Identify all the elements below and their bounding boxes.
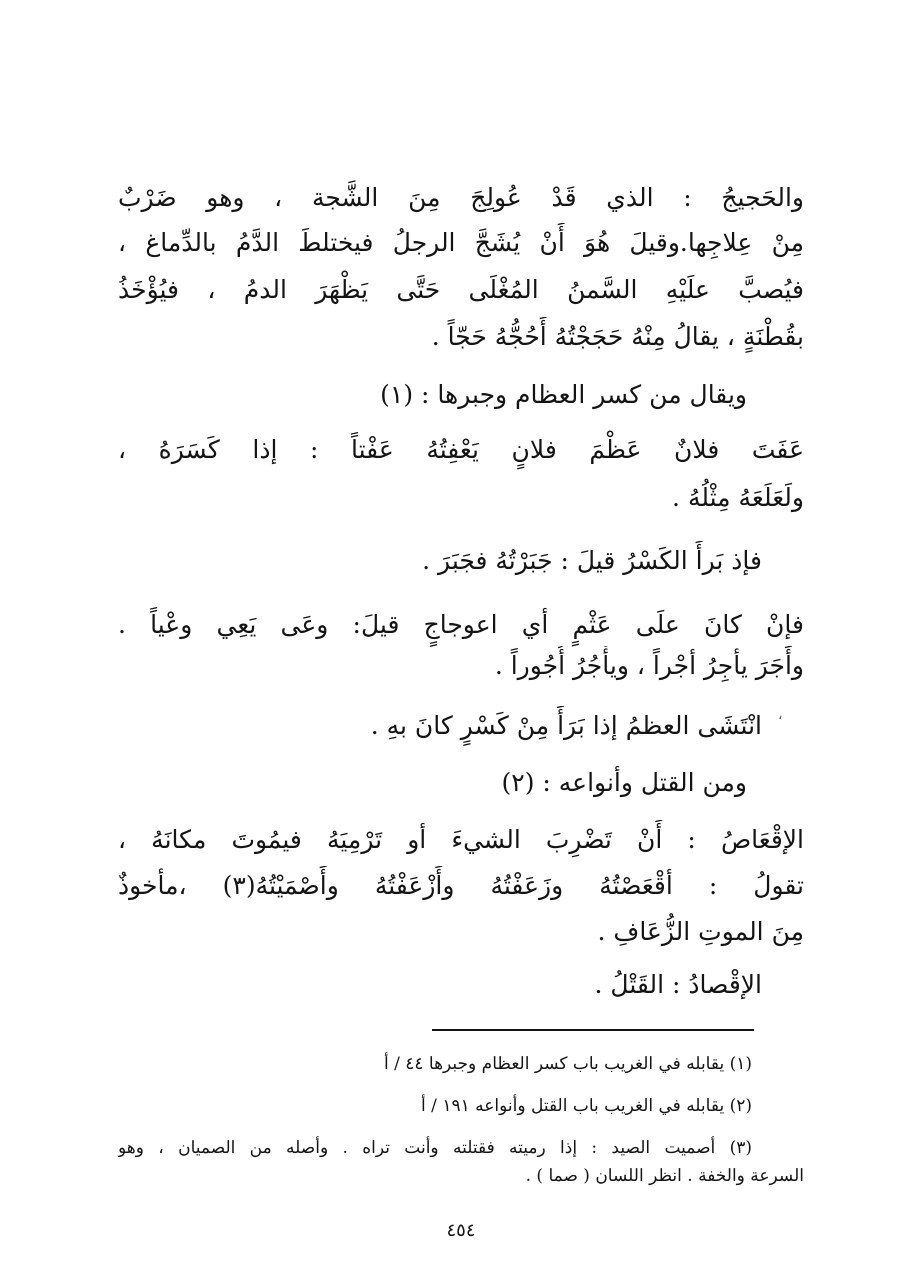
footnote-separator bbox=[432, 1029, 754, 1031]
paragraph-hajij-line-1: والحَجيجُ : الذي قَدْ عُولِجَ مِنَ الشَّجة ، وهو ضَرْبٌ bbox=[118, 183, 804, 212]
paragraph-iqaas-line-2: تقولُ : أقْعَصْتُهُ وزَعَفْتُهُ وأَزْعَفْتُهُ وأَصْمَيْتُهُ(٣) ،مأخوذٌ bbox=[118, 871, 804, 900]
paragraph-iqsad: الإقْصادُ : القَتْلُ . bbox=[594, 970, 762, 999]
paragraph-jabr: فإذ بَرأَ الكَسْرُ قيلَ : جَبَرْتُهُ فجَبَرَ . bbox=[422, 546, 762, 575]
paragraph-iqaas-line-3: مِنَ الموتِ الزُّعَافِ . bbox=[597, 917, 804, 946]
section-heading-killing: ومن القتل وأنواعه : (٢) bbox=[501, 768, 747, 797]
paragraph-afata-line-1: عَفَتَ فلانٌ عَظْمَ فلانٍ يَعْفِتُهُ عَفْتاً : إذا كَسَرَهُ ، bbox=[118, 435, 804, 464]
paragraph-hajij-line-4: بقُطْنَةٍ ، يقالُ مِنْهُ حَجَجْتُهُ أَحُجُّهُ حَجّاً . bbox=[431, 322, 804, 351]
paragraph-hajij-line-2: مِنْ عِلاجِها.وقيلَ هُوَ أَنْ يُشَجَّ الرجلُ فيختلطَ الدَّمُ بالدِّماغ ، bbox=[118, 228, 804, 257]
footnote-3-line-1: (٣) أصميت الصيد : إذا رميته فقتلته وأنت تراه . وأصله من الصميان ، وهو bbox=[118, 1138, 752, 1158]
paragraph-hajij-line-3: فيُصبَّ علَيْهِ السَّمنُ المُغْلَى حَتَّى يَظْهَرَ الدمُ ، فيُؤْخَذُ bbox=[118, 275, 804, 304]
paragraph-afata-line-2: ولَعَلَعَهُ مِثْلُهُ . bbox=[672, 483, 804, 512]
footnote-3-line-2: السرعة والخفة . انظر اللسان ( صما ) . bbox=[525, 1166, 804, 1186]
paragraph-intasha: انْتَشَى العظمُ إذا بَرَأَ مِنْ كَسْرٍ كانَ بهِ . bbox=[370, 711, 762, 740]
paragraph-iqaas-line-1: الإقْعَاصُ : أَنْ تَضْرِبَ الشيءَ أو تَرْمِيَهُ فيمُوتَ مكانَهُ ، bbox=[118, 825, 804, 854]
paragraph-athm-line-1: فإنْ كانَ علَى عَثْمٍ أي اعوجاجٍ قيلَ: وعَى يَعِي وعْياً . bbox=[118, 610, 804, 639]
footnote-2: (٢) يقابله في الغريب باب القتل وأنواعه ١٩١ / أ bbox=[421, 1096, 752, 1116]
page-number: ٤٥٤ bbox=[446, 1220, 476, 1241]
paragraph-athm-line-2: وأَجَرَ يأجِرُ أجْراً ، ويأْجُرُ أُجُوراً . bbox=[494, 651, 804, 680]
section-heading-bone-fracture: ويقال من كسر العظام وجبرها : (١) bbox=[380, 380, 747, 409]
margin-mark: ، bbox=[778, 707, 783, 723]
footnote-1: (١) يقابله في الغريب باب كسر العظام وجبرها ٤٤ / أ bbox=[383, 1054, 752, 1074]
